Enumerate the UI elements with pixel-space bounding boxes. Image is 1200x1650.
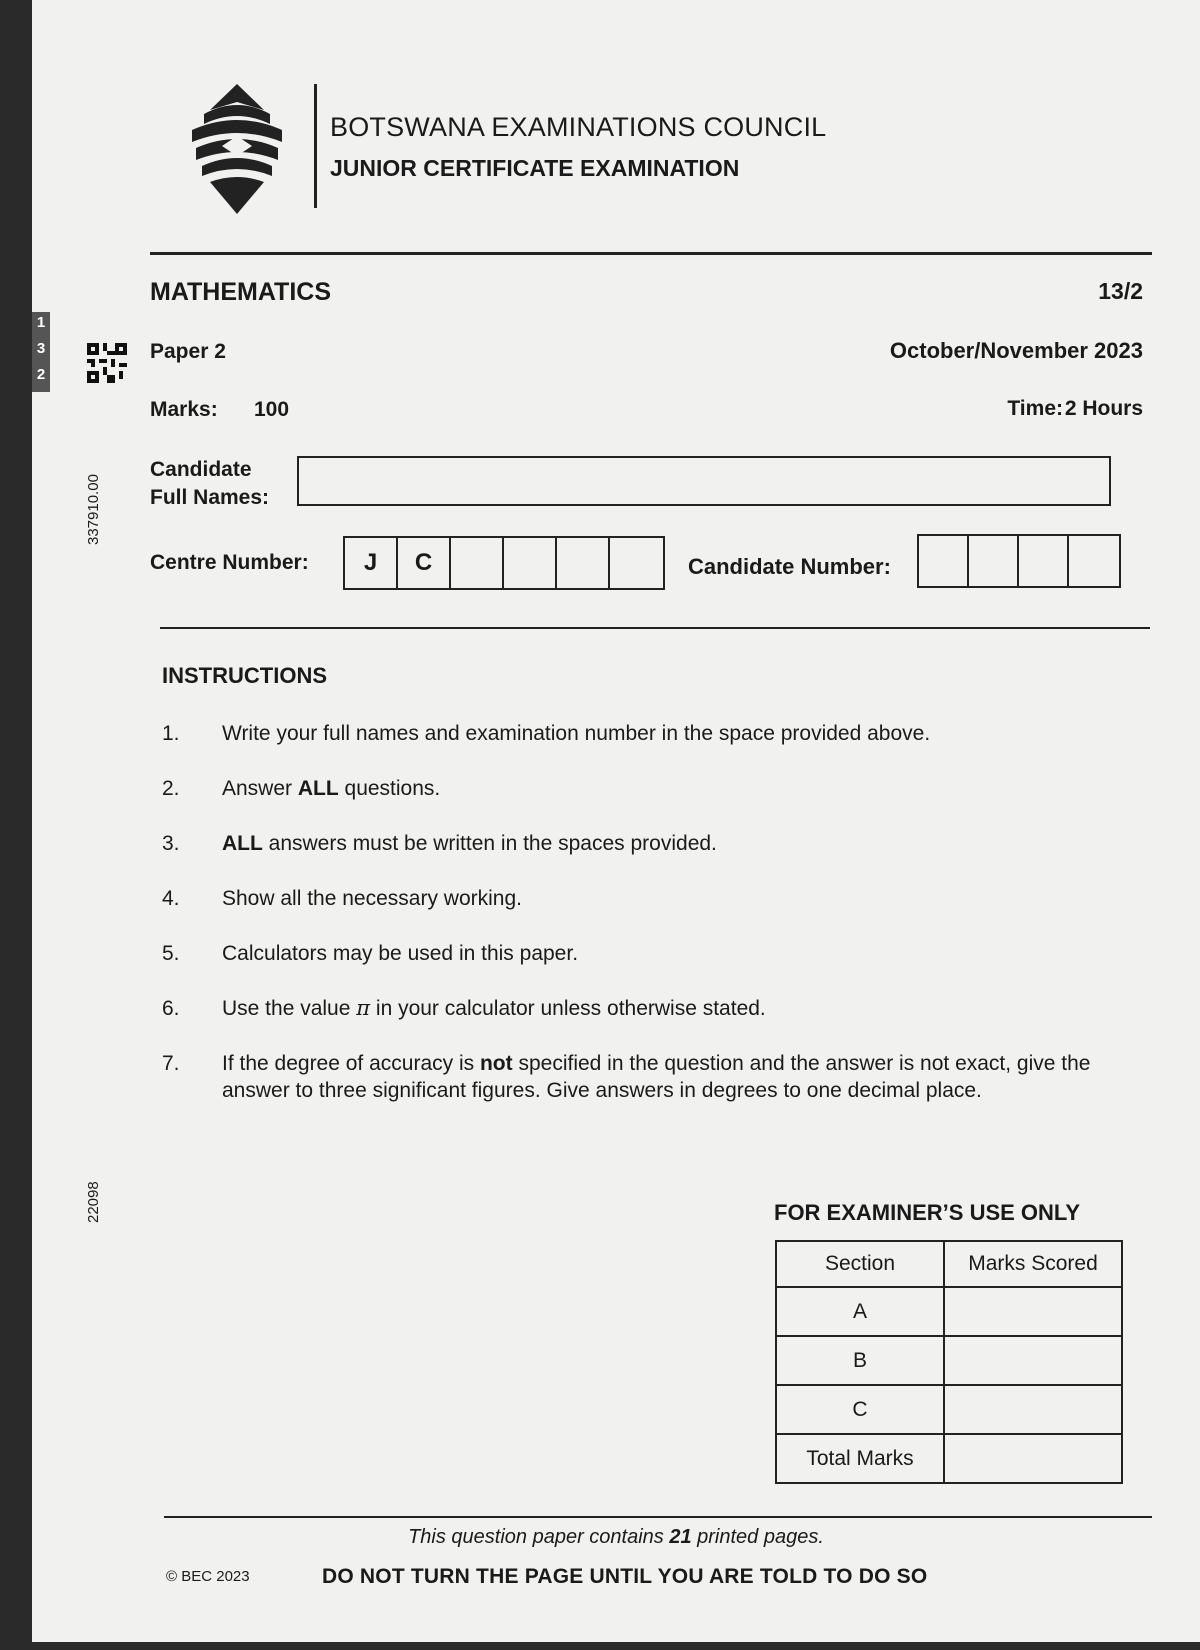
section-rule bbox=[160, 627, 1150, 629]
centre-number-cell[interactable] bbox=[557, 538, 610, 588]
side-code-digit: 2 bbox=[36, 366, 46, 383]
page-count-note bbox=[32, 1526, 1200, 1549]
instruction-text bbox=[222, 1050, 1152, 1104]
instruction-number: 2. bbox=[162, 777, 180, 800]
table-header-row bbox=[776, 1241, 1122, 1287]
page-count-text: This question paper contains bbox=[408, 1526, 670, 1548]
candidate-number-field[interactable] bbox=[917, 534, 1121, 588]
qr-code-icon bbox=[87, 343, 127, 383]
instruction-text-part: Use the value bbox=[222, 997, 357, 1020]
centre-number-cell[interactable] bbox=[610, 538, 663, 588]
instruction-emphasis: not bbox=[479, 1052, 513, 1075]
candidate-names-label-line2: Full Names: bbox=[150, 486, 270, 509]
instruction-item bbox=[162, 995, 1152, 1022]
instruction-text-part: answers must be written in the spaces provided. bbox=[262, 832, 717, 855]
instruction-text bbox=[222, 995, 1152, 1022]
page-count-text: printed pages. bbox=[691, 1526, 824, 1548]
instruction-item bbox=[162, 720, 1152, 747]
instruction-item bbox=[162, 885, 1152, 912]
table-row bbox=[776, 1336, 1122, 1385]
marks-cell bbox=[944, 1434, 1122, 1483]
candidate-number-cell[interactable] bbox=[1069, 536, 1119, 586]
section-cell: Total Marks bbox=[776, 1434, 944, 1483]
organisation-name: BOTSWANA EXAMINATIONS COUNCIL bbox=[330, 112, 827, 142]
serial-number: 337910.00 bbox=[85, 474, 102, 545]
centre-number-cell[interactable] bbox=[451, 538, 504, 588]
candidate-names-field[interactable] bbox=[297, 456, 1111, 506]
batch-number: 22098 bbox=[85, 1181, 102, 1223]
instruction-text-part: Answer bbox=[222, 777, 298, 800]
bec-logo-icon bbox=[182, 84, 292, 214]
candidate-names-label bbox=[150, 456, 269, 512]
instruction-text bbox=[222, 830, 1152, 857]
instruction-text-part: If the degree of accuracy is bbox=[222, 1052, 480, 1075]
paper-label: Paper 2 bbox=[150, 340, 226, 363]
side-code-digit: 3 bbox=[36, 340, 46, 357]
instruction-item bbox=[162, 1050, 1152, 1104]
subject-code: 13/2 bbox=[1098, 278, 1143, 304]
instruction-item bbox=[162, 775, 1152, 802]
instruction-number: 7. bbox=[162, 1052, 180, 1075]
instruction-text-part: in your calculator unless otherwise stated. bbox=[370, 997, 766, 1020]
section-cell: C bbox=[776, 1385, 944, 1434]
instruction-number: 4. bbox=[162, 887, 180, 910]
instruction-text: Write your full names and examination number in the space provided above. bbox=[222, 722, 931, 745]
instruction-number: 1. bbox=[162, 722, 180, 745]
pi-symbol: π bbox=[356, 996, 371, 1020]
instructions-title: INSTRUCTIONS bbox=[162, 663, 327, 688]
examination-name: JUNIOR CERTIFICATE EXAMINATION bbox=[330, 155, 740, 181]
centre-number-cell[interactable]: C bbox=[398, 538, 451, 588]
candidate-number-cell[interactable] bbox=[1019, 536, 1069, 586]
instruction-text bbox=[222, 775, 1152, 802]
exam-cover-page bbox=[32, 0, 1200, 1642]
centre-number-cell[interactable]: J bbox=[345, 538, 398, 588]
instruction-text: Calculators may be used in this paper. bbox=[222, 942, 579, 965]
instruction-item bbox=[162, 830, 1152, 857]
instruction-number: 3. bbox=[162, 832, 180, 855]
marks-value: 100 bbox=[254, 398, 290, 421]
instruction-text-part: specified in the question and the answer is not exact, give the answer to three significant figures. Give answers in degrees to one decimal place. bbox=[222, 1052, 1091, 1102]
time-label: Time: bbox=[1007, 397, 1063, 420]
centre-number-field[interactable] bbox=[343, 536, 665, 590]
marks-cell bbox=[944, 1336, 1122, 1385]
instruction-text-part: questions. bbox=[338, 777, 441, 800]
marks-cell bbox=[944, 1287, 1122, 1336]
examiner-use-title: FOR EXAMINER’S USE ONLY bbox=[774, 1200, 1081, 1225]
table-row bbox=[776, 1434, 1122, 1483]
centre-number-label: Centre Number: bbox=[150, 551, 309, 574]
do-not-turn-notice: DO NOT TURN THE PAGE UNTIL YOU ARE TOLD TO DO SO bbox=[322, 1565, 928, 1588]
time-value: 2 Hours bbox=[1064, 397, 1143, 420]
instruction-number: 6. bbox=[162, 997, 180, 1020]
header-divider bbox=[314, 84, 317, 208]
instructions-list bbox=[162, 720, 1152, 1132]
candidate-names-label-line1: Candidate bbox=[150, 458, 252, 481]
header-rule bbox=[150, 252, 1152, 255]
instruction-emphasis: ALL bbox=[297, 777, 339, 800]
examiner-marks-table bbox=[775, 1240, 1123, 1484]
side-code-digit: 1 bbox=[36, 314, 46, 331]
copyright-notice: © BEC 2023 bbox=[166, 1568, 250, 1585]
section-cell: B bbox=[776, 1336, 944, 1385]
exam-session: October/November 2023 bbox=[889, 338, 1143, 363]
instruction-text: Show all the necessary working. bbox=[222, 887, 522, 910]
table-header-section: Section bbox=[776, 1241, 944, 1287]
page-count-number: 21 bbox=[669, 1526, 692, 1548]
instruction-emphasis: ALL bbox=[222, 832, 263, 855]
marks-cell bbox=[944, 1385, 1122, 1434]
instruction-number: 5. bbox=[162, 942, 180, 965]
marks-label: Marks: bbox=[150, 398, 218, 421]
table-header-marks: Marks Scored bbox=[944, 1241, 1122, 1287]
centre-number-cell[interactable] bbox=[504, 538, 557, 588]
candidate-number-cell[interactable] bbox=[969, 536, 1019, 586]
candidate-number-cell[interactable] bbox=[919, 536, 969, 586]
table-row bbox=[776, 1385, 1122, 1434]
section-cell: A bbox=[776, 1287, 944, 1336]
candidate-number-label: Candidate Number: bbox=[688, 554, 891, 579]
instruction-item bbox=[162, 940, 1152, 967]
table-row bbox=[776, 1287, 1122, 1336]
footer-rule bbox=[164, 1516, 1152, 1518]
subject-title: MATHEMATICS bbox=[150, 278, 331, 306]
